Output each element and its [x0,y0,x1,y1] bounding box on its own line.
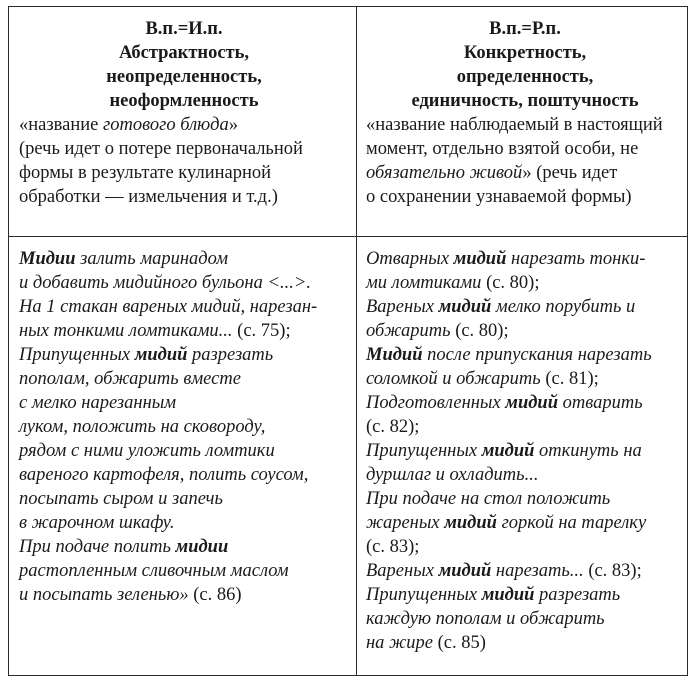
body-right-line: Вареных мидий нарезать... (с. 83); [366,561,642,581]
body-left-line: Припущенных мидий разрезать [19,345,274,365]
body-left-line: Мидии залить маринадом [19,249,229,269]
body-right-cell [366,247,684,655]
body-right-line: ми ломтиками (с. 80); [366,273,540,293]
header-left-title-2: неопределенность, [106,67,262,87]
header-right-line-4: о сохранении узнаваемой формы) [366,187,632,207]
body-right-line: обжарить (с. 80); [366,321,509,341]
header-left-title-1: Абстрактность, [118,43,250,63]
body-left-line: в жарочном шкафу. [19,513,175,533]
header-right-line-3: обязательно живой» (речь идет [366,163,618,183]
body-left-line: луком, положить на сковороду, [19,417,266,437]
header-right-title-1: Конкретность, [463,43,587,63]
header-right-cell [366,17,684,209]
header-right-title-2: определенность, [456,67,594,87]
body-right-line: (с. 83); [366,537,420,557]
body-right-line: Припущенных мидий откинуть на [366,441,642,461]
body-left-line: рядом с ними уложить ломтики [19,441,275,461]
body-right-line: Подготовленных мидий отварить [366,393,643,413]
header-right-title-3: единичность, поштучность [411,91,639,111]
header-right-case: В.п.=Р.п. [489,19,561,39]
body-right-line: При подаче на стол положить [366,489,611,509]
body-right-line: дуршлаг и охладить... [366,465,539,485]
body-left-cell [19,247,349,607]
body-left-line: и посыпать зеленью» (с. 86) [19,585,242,605]
body-right-line: на жире (с. 85) [366,633,486,653]
body-right-line: Припущенных мидий разрезать [366,585,621,605]
header-left-line-2: (речь идет о потере первоначальной [19,139,303,159]
header-left-line-1: «название готового блюда» [19,115,239,135]
body-right-line: жареных мидий горкой на тарелку [366,513,647,533]
column-divider [356,7,357,675]
body-right-line: Отварных мидий нарезать тонки- [366,249,646,269]
header-left-line-4: обработки — измельчения и т.д.) [19,187,278,207]
comparison-table [8,6,688,676]
header-right-line-1: «название наблюдаемый в настоящий [366,115,663,135]
body-right-line: Вареных мидий мелко порубить и [366,297,636,317]
header-right-line-2: момент, отдельно взятой особи, не [366,139,639,159]
body-right-line: каждую пополам и обжарить [366,609,605,629]
header-left-cell [19,17,349,209]
body-left-line: растопленным сливочным маслом [19,561,289,581]
body-left-line: пополам, обжарить вместе [19,369,241,389]
body-right-line: Мидий после припускания нарезать [366,345,652,365]
body-left-line: и добавить мидийного бульона <...>. [19,273,311,293]
body-right-line: (с. 82); [366,417,420,437]
body-left-line: ных тонкими ломтиками... (с. 75); [19,321,291,341]
header-left-title-3: неоформленность [109,91,259,111]
body-left-line: с мелко нарезанным [19,393,177,413]
body-left-line: вареного картофеля, полить соусом, [19,465,309,485]
body-left-line: посыпать сыром и запечь [19,489,223,509]
body-right-line: соломкой и обжарить (с. 81); [366,369,599,389]
header-left-case: В.п.=И.п. [145,19,223,39]
header-left-line-3: формы в результате кулинарной [19,163,272,183]
body-left-line: При подаче полить мидии [19,537,229,557]
body-left-line: На 1 стакан вареных мидий, нарезан- [19,297,318,317]
row-divider [9,236,687,237]
